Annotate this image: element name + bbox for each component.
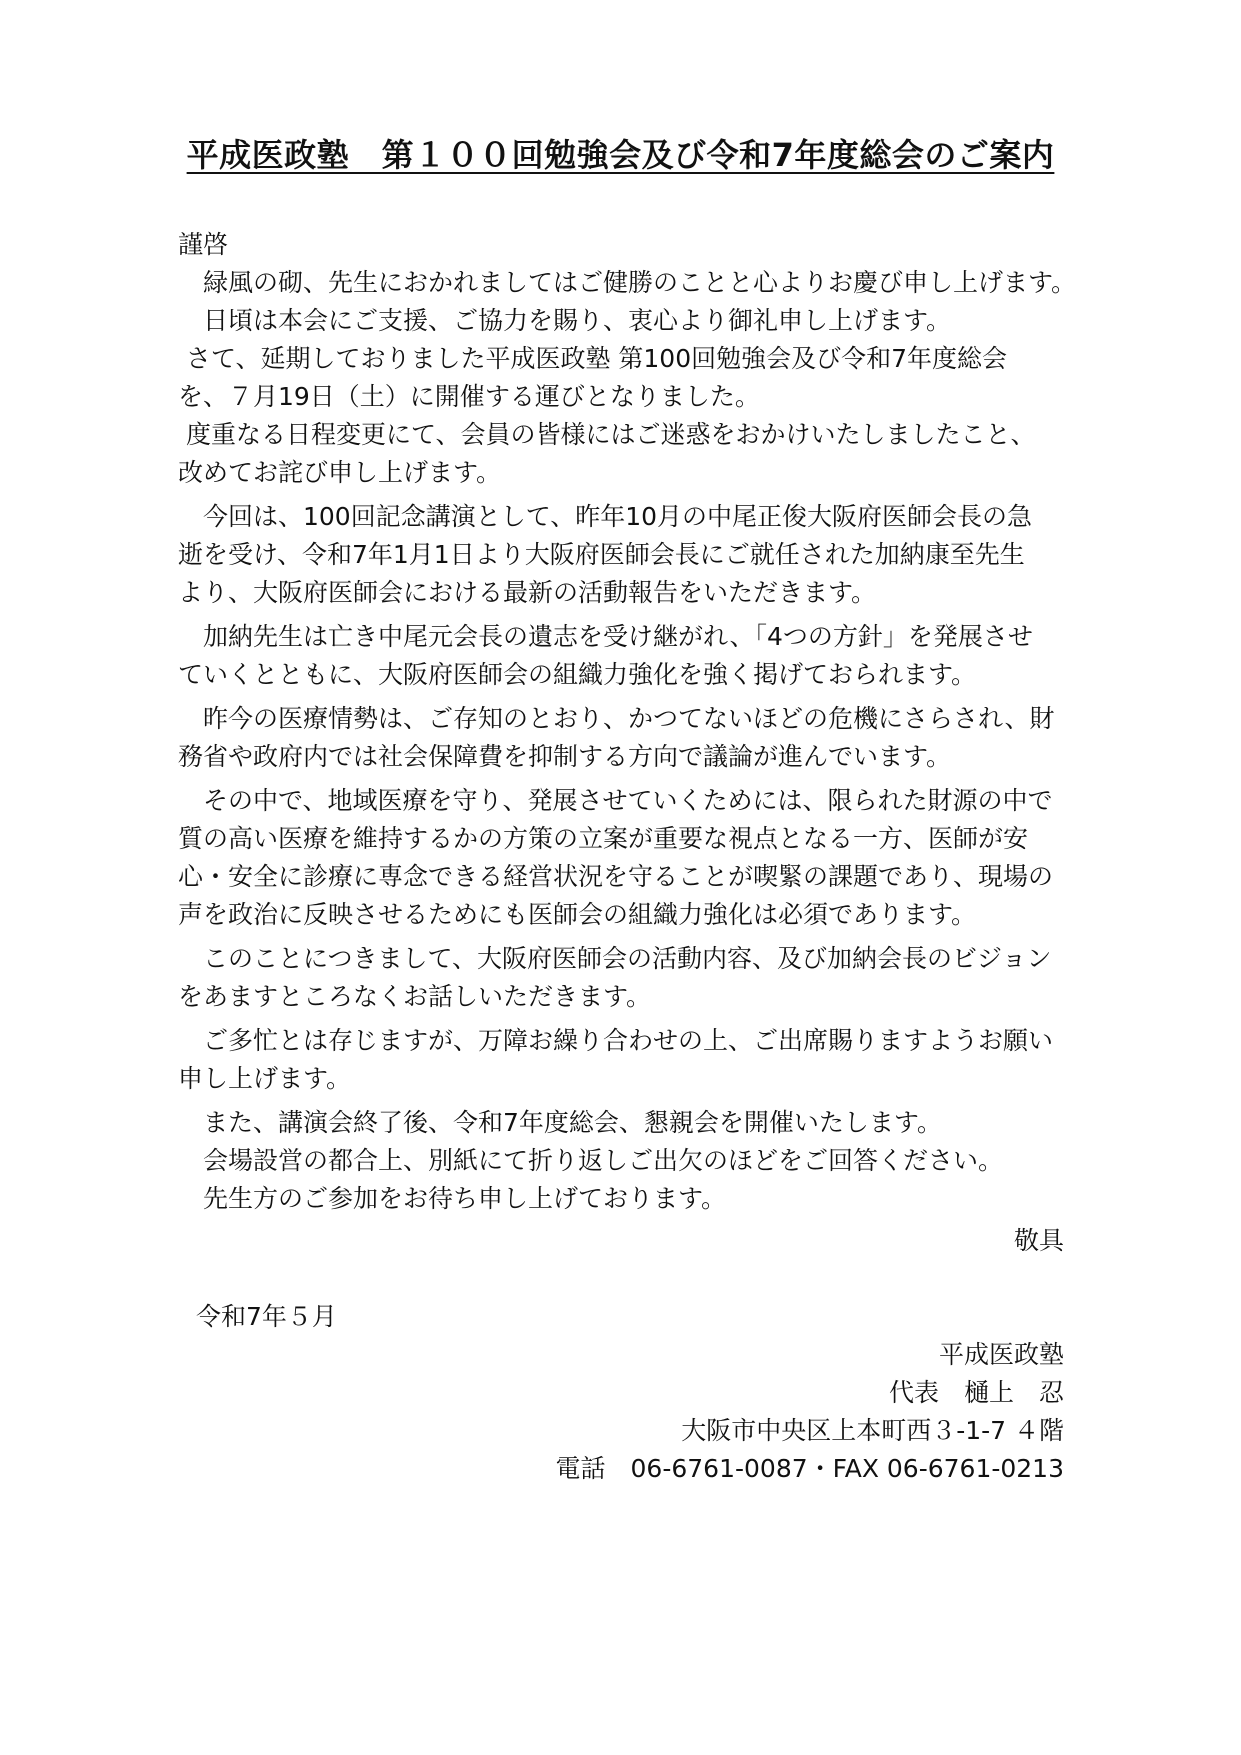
body-line: 昨今の医療情勢は、ご存知のとおり、かつてないほどの危機にさらされ、財 — [178, 704, 1055, 733]
body-line: をあますところなくお話しいただきます。 — [178, 982, 652, 1011]
body-line: このことにつきまして、大阪府医師会の活動内容、及び加納会長のビジョン — [178, 944, 1052, 973]
body-line: 逝を受け、令和7年1月1日より大阪府医師会長にご就任された加納康至先生 — [178, 540, 1025, 569]
sender-organization: 平成医政塾 — [938, 1340, 1064, 1369]
letter-date: 令和7年５月 — [196, 1302, 337, 1331]
body-line: その中で、地域医療を守り、発展させていくためには、限られた財源の中で — [178, 786, 1053, 815]
body-line: 質の高い医療を維持するかの方策の立案が重要な視点となる一方、医師が安 — [178, 824, 1029, 853]
body-line: 日頃は本会にご支援、ご協力を賜り、衷心より御礼申し上げます。 — [178, 306, 952, 335]
body-line: さて、延期しておりました平成医政塾 第100回勉強会及び令和7年度総会 — [178, 344, 1008, 373]
body-line: 緑風の砌、先生におかれましてはご健勝のことと心よりお慶び申し上げます。 — [178, 268, 1077, 297]
sender-contact: 電話 06-6761-0087・FAX 06-6761-0213 — [555, 1454, 1064, 1483]
greeting-open: 謹啓 — [178, 230, 229, 259]
body-line: より、大阪府医師会における最新の活動報告をいただきます。 — [178, 578, 877, 607]
body-line: ていくとともに、大阪府医師会の組織力強化を強く掲げておられます。 — [178, 660, 977, 689]
body-line: 今回は、100回記念講演として、昨年10月の中尾正俊大阪府医師会長の急 — [178, 502, 1033, 531]
title-text: 平成医政塾 第１００回勉強会及び令和7年度総会のご案内 — [186, 136, 1055, 174]
body-line: 度重なる日程変更にて、会員の皆様にはご迷惑をおかけいたしましたこと、 — [178, 420, 1036, 449]
body-line: ご多忙とは存じますが、万障お繰り合わせの上、ご出席賜りますようお願い — [178, 1026, 1054, 1055]
body-line: 務省や政府内では社会保障費を抑制する方向で議論が進んでいます。 — [178, 742, 952, 771]
sender-address: 大阪市中央区上本町西３-1-7 ４階 — [681, 1416, 1064, 1445]
body-line: 加納先生は亡き中尾元会長の遺志を受け継がれ、「4つの方針」を発展させ — [178, 622, 1033, 651]
body-line: 改めてお詫び申し上げます。 — [178, 458, 502, 487]
body-line: 会場設営の都合上、別紙にて折り返しご出欠のほどをご回答ください。 — [178, 1146, 1004, 1175]
body-line: 申し上げます。 — [178, 1064, 352, 1093]
body-line: 声を政治に反映させるためにも医師会の組織力強化は必須であります。 — [178, 900, 977, 929]
closing-salutation: 敬具 — [1013, 1226, 1064, 1255]
body-line: 心・安全に診療に専念できる経営状況を守ることが喫緊の課題であり、現場の — [178, 862, 1054, 891]
sender-representative: 代表 樋上 忍 — [888, 1378, 1064, 1407]
body-line: また、講演会終了後、令和7年度総会、懇親会を開催いたします。 — [178, 1108, 942, 1137]
body-line: を、７月19日（土）に開催する運びとなりました。 — [178, 382, 760, 411]
document-title — [0, 130, 1241, 176]
body-line: 先生方のご参加をお待ち申し上げております。 — [178, 1184, 727, 1213]
